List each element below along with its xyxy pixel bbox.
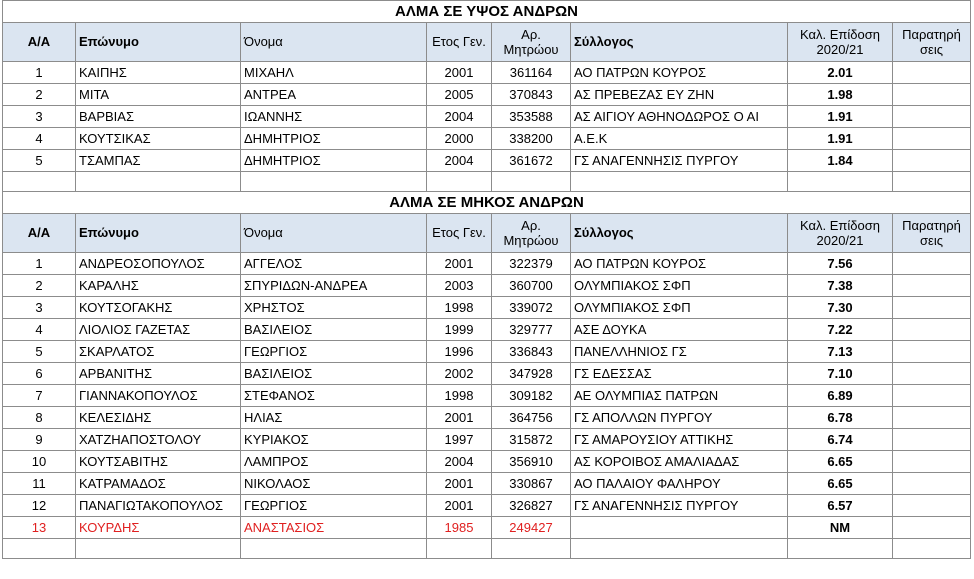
row-best[interactable]: 6.89 — [788, 385, 893, 407]
empty-cell[interactable] — [241, 539, 427, 559]
row-surname[interactable]: ΚΟΥΤΣΑΒΙΤΗΣ — [76, 451, 241, 473]
row-surname[interactable]: ΓΙΑΝΝΑΚΟΠΟΥΛΟΣ — [76, 385, 241, 407]
row-name[interactable]: ΑΓΓΕΛΟΣ — [241, 253, 427, 275]
row-club[interactable]: ΑΣ ΚΟΡΟΙΒΟΣ ΑΜΑΛΙΑΔΑΣ — [571, 451, 788, 473]
row-notes[interactable] — [893, 319, 971, 341]
row-surname[interactable]: ΑΡΒΑΝΙΤΗΣ — [76, 363, 241, 385]
row-surname[interactable]: ΚΟΥΡΔΗΣ — [76, 517, 241, 539]
row-best[interactable]: 1.98 — [788, 84, 893, 106]
row-name[interactable]: ΓΕΩΡΓΙΟΣ — [241, 341, 427, 363]
table-row — [3, 106, 971, 128]
row-aa[interactable]: 4 — [3, 319, 76, 341]
row-year[interactable]: 1999 — [427, 319, 492, 341]
table-row — [3, 128, 971, 150]
row-year[interactable]: 2000 — [427, 128, 492, 150]
row-notes[interactable] — [893, 495, 971, 517]
row-aa[interactable]: 7 — [3, 385, 76, 407]
row-best[interactable]: 7.13 — [788, 341, 893, 363]
row-best[interactable]: 7.22 — [788, 319, 893, 341]
row-surname[interactable]: ΚΑΤΡΑΜΑΔΟΣ — [76, 473, 241, 495]
empty-cell[interactable] — [571, 172, 788, 192]
row-notes[interactable] — [893, 84, 971, 106]
header-best-line1: Καλ. Επίδοση — [800, 27, 880, 42]
header-registry-line2: Μητρώου — [503, 42, 559, 57]
header-name[interactable]: Όνομα — [241, 23, 427, 62]
row-club[interactable]: ΓΣ ΕΔΕΣΣΑΣ — [571, 363, 788, 385]
empty-cell[interactable] — [76, 172, 241, 192]
empty-cell[interactable] — [492, 539, 571, 559]
row-club[interactable]: ΑΟ ΠΑΤΡΩΝ ΚΟΥΡΟΣ — [571, 253, 788, 275]
row-aa[interactable]: 2 — [3, 84, 76, 106]
row-surname[interactable]: ΠΑΝΑΓΙΩΤΑΚΟΠΟΥΛΟΣ — [76, 495, 241, 517]
table-row — [3, 451, 971, 473]
row-notes[interactable] — [893, 429, 971, 451]
row-registry[interactable]: 360700 — [492, 275, 571, 297]
row-aa[interactable]: 11 — [3, 473, 76, 495]
section-title: ΑΛΜΑ ΣΕ ΥΨΟΣ ΑΝΔΡΩΝ — [3, 1, 971, 23]
header-club[interactable]: Σύλλογος — [571, 214, 788, 253]
row-club[interactable]: Α.Ε.Κ — [571, 128, 788, 150]
header-notes-line2: σεις — [920, 233, 943, 248]
header-aa[interactable]: Α/Α — [3, 23, 76, 62]
section-title-row — [3, 192, 971, 214]
row-best[interactable]: 6.65 — [788, 473, 893, 495]
header-notes-line1: Παρατηρή — [902, 27, 961, 42]
header-surname[interactable]: Επώνυμο — [76, 23, 241, 62]
table-row — [3, 275, 971, 297]
table-row — [3, 385, 971, 407]
row-notes[interactable] — [893, 62, 971, 84]
row-surname[interactable]: ΑΝΔΡΕΟΣΟΠΟΥΛΟΣ — [76, 253, 241, 275]
row-surname[interactable]: ΒΑΡΒΙΑΣ — [76, 106, 241, 128]
row-name[interactable]: ΒΑΣΙΛΕΙΟΣ — [241, 363, 427, 385]
header-notes-line1: Παρατηρή — [902, 218, 961, 233]
header-row — [3, 214, 971, 253]
row-surname[interactable]: ΚΕΛΕΣΙΔΗΣ — [76, 407, 241, 429]
header-registry[interactable] — [492, 23, 571, 62]
row-aa[interactable]: 12 — [3, 495, 76, 517]
header-aa[interactable]: Α/Α — [3, 214, 76, 253]
empty-row — [3, 172, 971, 192]
header-best-line2: 2020/21 — [816, 42, 864, 57]
header-notes-line2: σεις — [920, 42, 943, 57]
empty-cell[interactable] — [571, 539, 788, 559]
row-club[interactable]: ΓΣ ΑΠΟΛΛΩΝ ΠΥΡΓΟΥ — [571, 407, 788, 429]
table-row — [3, 517, 971, 539]
header-year[interactable]: Ετος Γεν. — [427, 23, 492, 62]
table-row — [3, 473, 971, 495]
row-best[interactable]: 7.10 — [788, 363, 893, 385]
row-year[interactable]: 2005 — [427, 84, 492, 106]
row-year[interactable]: 2001 — [427, 495, 492, 517]
row-year[interactable]: 2004 — [427, 106, 492, 128]
row-best[interactable]: 7.30 — [788, 297, 893, 319]
row-notes[interactable] — [893, 106, 971, 128]
row-notes[interactable] — [893, 253, 971, 275]
row-club[interactable]: ΓΣ ΑΜΑΡΟΥΣΙΟΥ ΑΤΤΙΚΗΣ — [571, 429, 788, 451]
empty-cell[interactable] — [788, 539, 893, 559]
row-name[interactable]: ΛΑΜΠΡΟΣ — [241, 451, 427, 473]
row-name[interactable]: ΧΡΗΣΤΟΣ — [241, 297, 427, 319]
row-name[interactable]: ΜΙΧΑΗΛ — [241, 62, 427, 84]
row-notes[interactable] — [893, 363, 971, 385]
row-name[interactable]: ΗΛΙΑΣ — [241, 407, 427, 429]
row-year[interactable]: 2002 — [427, 363, 492, 385]
row-aa[interactable]: 13 — [3, 517, 76, 539]
row-notes[interactable] — [893, 385, 971, 407]
table-row — [3, 62, 971, 84]
row-year[interactable]: 1997 — [427, 429, 492, 451]
row-aa[interactable]: 8 — [3, 407, 76, 429]
row-name[interactable]: ΒΑΣΙΛΕΙΟΣ — [241, 319, 427, 341]
row-registry[interactable]: 326827 — [492, 495, 571, 517]
row-registry[interactable]: 338200 — [492, 128, 571, 150]
row-best[interactable]: 6.65 — [788, 451, 893, 473]
empty-cell[interactable] — [241, 172, 427, 192]
table-row — [3, 319, 971, 341]
row-registry[interactable]: 364756 — [492, 407, 571, 429]
table-row — [3, 84, 971, 106]
empty-cell[interactable] — [893, 539, 971, 559]
section-title: ΑΛΜΑ ΣΕ ΜΗΚΟΣ ΑΝΔΡΩΝ — [3, 192, 971, 214]
row-aa[interactable]: 5 — [3, 341, 76, 363]
row-name[interactable]: ΣΤΕΦΑΝΟΣ — [241, 385, 427, 407]
empty-cell[interactable] — [893, 172, 971, 192]
table-row — [3, 297, 971, 319]
row-best[interactable]: 1.91 — [788, 128, 893, 150]
row-club[interactable] — [571, 517, 788, 539]
row-registry[interactable]: 315872 — [492, 429, 571, 451]
row-year[interactable]: 1998 — [427, 297, 492, 319]
row-club[interactable]: ΑΣ ΠΡΕΒΕΖΑΣ ΕΥ ΖΗΝ — [571, 84, 788, 106]
row-club[interactable]: ΑΟ ΠΑΤΡΩΝ ΚΟΥΡΟΣ — [571, 62, 788, 84]
row-name[interactable]: ΔΗΜΗΤΡΙΟΣ — [241, 150, 427, 172]
row-club[interactable]: ΠΑΝΕΛΛΗΝΙΟΣ ΓΣ — [571, 341, 788, 363]
row-surname[interactable]: ΧΑΤΖΗΑΠΟΣΤΟΛΟΥ — [76, 429, 241, 451]
header-registry-line1: Αρ. — [521, 218, 541, 233]
row-name[interactable]: ΣΠΥΡΙΔΩΝ-ΑΝΔΡΕΑ — [241, 275, 427, 297]
table-row — [3, 407, 971, 429]
row-year[interactable]: 1998 — [427, 385, 492, 407]
header-best[interactable] — [788, 23, 893, 62]
row-club[interactable]: ΟΛΥΜΠΙΑΚΟΣ ΣΦΠ — [571, 297, 788, 319]
header-best-line2: 2020/21 — [816, 233, 864, 248]
row-surname[interactable]: ΚΑΙΠΗΣ — [76, 62, 241, 84]
row-name[interactable]: ΓΕΩΡΓΙΟΣ — [241, 495, 427, 517]
row-aa[interactable]: 4 — [3, 128, 76, 150]
header-club[interactable]: Σύλλογος — [571, 23, 788, 62]
row-notes[interactable] — [893, 297, 971, 319]
row-best[interactable]: 7.56 — [788, 253, 893, 275]
row-best[interactable]: 1.84 — [788, 150, 893, 172]
empty-cell[interactable] — [788, 172, 893, 192]
section-title-row — [3, 1, 971, 23]
row-registry[interactable]: 336843 — [492, 341, 571, 363]
header-name[interactable]: Όνομα — [241, 214, 427, 253]
row-surname[interactable]: ΚΟΥΤΣΟΓΑΚΗΣ — [76, 297, 241, 319]
table-row — [3, 429, 971, 451]
row-registry[interactable]: 339072 — [492, 297, 571, 319]
table-row — [3, 341, 971, 363]
empty-row — [3, 539, 971, 559]
row-year[interactable]: 2001 — [427, 473, 492, 495]
row-club[interactable]: ΑΣ ΑΙΓΙΟΥ ΑΘΗΝΟΔΩΡΟΣ Ο ΑΙ — [571, 106, 788, 128]
header-notes[interactable] — [893, 23, 971, 62]
header-surname[interactable]: Επώνυμο — [76, 214, 241, 253]
header-row — [3, 23, 971, 62]
header-registry-line2: Μητρώου — [503, 233, 559, 248]
row-aa[interactable]: 1 — [3, 253, 76, 275]
results-spreadsheet — [2, 0, 971, 559]
row-name[interactable]: ΚΥΡΙΑΚΟΣ — [241, 429, 427, 451]
row-best[interactable]: 2.01 — [788, 62, 893, 84]
header-year[interactable]: Ετος Γεν. — [427, 214, 492, 253]
empty-cell[interactable] — [3, 539, 76, 559]
row-surname[interactable]: ΣΚΑΡΛΑΤΟΣ — [76, 341, 241, 363]
row-surname[interactable]: ΚΟΥΤΣΙΚΑΣ — [76, 128, 241, 150]
row-notes[interactable] — [893, 128, 971, 150]
row-registry[interactable]: 347928 — [492, 363, 571, 385]
row-notes[interactable] — [893, 451, 971, 473]
table-row — [3, 495, 971, 517]
row-aa[interactable]: 1 — [3, 62, 76, 84]
row-notes[interactable] — [893, 407, 971, 429]
row-name[interactable]: ΑΝΑΣΤΑΣΙΟΣ — [241, 517, 427, 539]
row-best[interactable]: NM — [788, 517, 893, 539]
header-best-line1: Καλ. Επίδοση — [800, 218, 880, 233]
row-year[interactable]: 2001 — [427, 62, 492, 84]
row-club[interactable]: ΑΣΕ ΔΟΥΚΑ — [571, 319, 788, 341]
row-registry[interactable]: 329777 — [492, 319, 571, 341]
row-best[interactable]: 7.38 — [788, 275, 893, 297]
row-surname[interactable]: ΚΑΡΑΛΗΣ — [76, 275, 241, 297]
table-row — [3, 363, 971, 385]
row-notes[interactable] — [893, 341, 971, 363]
row-surname[interactable]: ΜΙΤΑ — [76, 84, 241, 106]
row-year[interactable]: 2004 — [427, 150, 492, 172]
row-aa[interactable]: 3 — [3, 297, 76, 319]
row-year[interactable]: 1985 — [427, 517, 492, 539]
row-registry[interactable]: 330867 — [492, 473, 571, 495]
row-registry[interactable]: 309182 — [492, 385, 571, 407]
empty-cell[interactable] — [427, 172, 492, 192]
empty-cell[interactable] — [427, 539, 492, 559]
row-registry[interactable]: 361672 — [492, 150, 571, 172]
header-registry[interactable] — [492, 214, 571, 253]
row-surname[interactable]: ΛΙΟΛΙΟΣ ΓΑΖΕΤΑΣ — [76, 319, 241, 341]
row-name[interactable]: ΑΝΤΡΕΑ — [241, 84, 427, 106]
row-year[interactable]: 2001 — [427, 407, 492, 429]
row-aa[interactable]: 5 — [3, 150, 76, 172]
row-year[interactable]: 2001 — [427, 253, 492, 275]
table-row — [3, 253, 971, 275]
row-notes[interactable] — [893, 150, 971, 172]
row-year[interactable]: 2003 — [427, 275, 492, 297]
empty-cell[interactable] — [492, 172, 571, 192]
row-registry[interactable]: 249427 — [492, 517, 571, 539]
row-registry[interactable]: 322379 — [492, 253, 571, 275]
row-notes[interactable] — [893, 275, 971, 297]
row-year[interactable]: 1996 — [427, 341, 492, 363]
row-best[interactable]: 6.74 — [788, 429, 893, 451]
row-notes[interactable] — [893, 517, 971, 539]
row-best[interactable]: 6.78 — [788, 407, 893, 429]
row-registry[interactable]: 361164 — [492, 62, 571, 84]
table-row — [3, 150, 971, 172]
row-registry[interactable]: 356910 — [492, 451, 571, 473]
header-best[interactable] — [788, 214, 893, 253]
row-registry[interactable]: 370843 — [492, 84, 571, 106]
header-registry-line1: Αρ. — [521, 27, 541, 42]
row-notes[interactable] — [893, 473, 971, 495]
header-notes[interactable] — [893, 214, 971, 253]
row-best[interactable]: 1.91 — [788, 106, 893, 128]
row-year[interactable]: 2004 — [427, 451, 492, 473]
empty-cell[interactable] — [76, 539, 241, 559]
row-club[interactable]: ΟΛΥΜΠΙΑΚΟΣ ΣΦΠ — [571, 275, 788, 297]
row-aa[interactable]: 9 — [3, 429, 76, 451]
row-name[interactable]: ΙΩΑΝΝΗΣ — [241, 106, 427, 128]
empty-cell[interactable] — [3, 172, 76, 192]
row-aa[interactable]: 3 — [3, 106, 76, 128]
row-aa[interactable]: 2 — [3, 275, 76, 297]
row-club[interactable]: ΑΟ ΠΑΛΑΙΟΥ ΦΑΛΗΡΟΥ — [571, 473, 788, 495]
row-surname[interactable]: ΤΣΑΜΠΑΣ — [76, 150, 241, 172]
row-club[interactable]: ΑΕ ΟΛΥΜΠΙΑΣ ΠΑΤΡΩΝ — [571, 385, 788, 407]
row-name[interactable]: ΝΙΚΟΛΑΟΣ — [241, 473, 427, 495]
row-best[interactable]: 6.57 — [788, 495, 893, 517]
row-club[interactable]: ΓΣ ΑΝΑΓΕΝΝΗΣΙΣ ΠΥΡΓΟΥ — [571, 150, 788, 172]
row-aa[interactable]: 10 — [3, 451, 76, 473]
row-name[interactable]: ΔΗΜΗΤΡΙΟΣ — [241, 128, 427, 150]
row-aa[interactable]: 6 — [3, 363, 76, 385]
row-club[interactable]: ΓΣ ΑΝΑΓΕΝΝΗΣΙΣ ΠΥΡΓΟΥ — [571, 495, 788, 517]
row-registry[interactable]: 353588 — [492, 106, 571, 128]
